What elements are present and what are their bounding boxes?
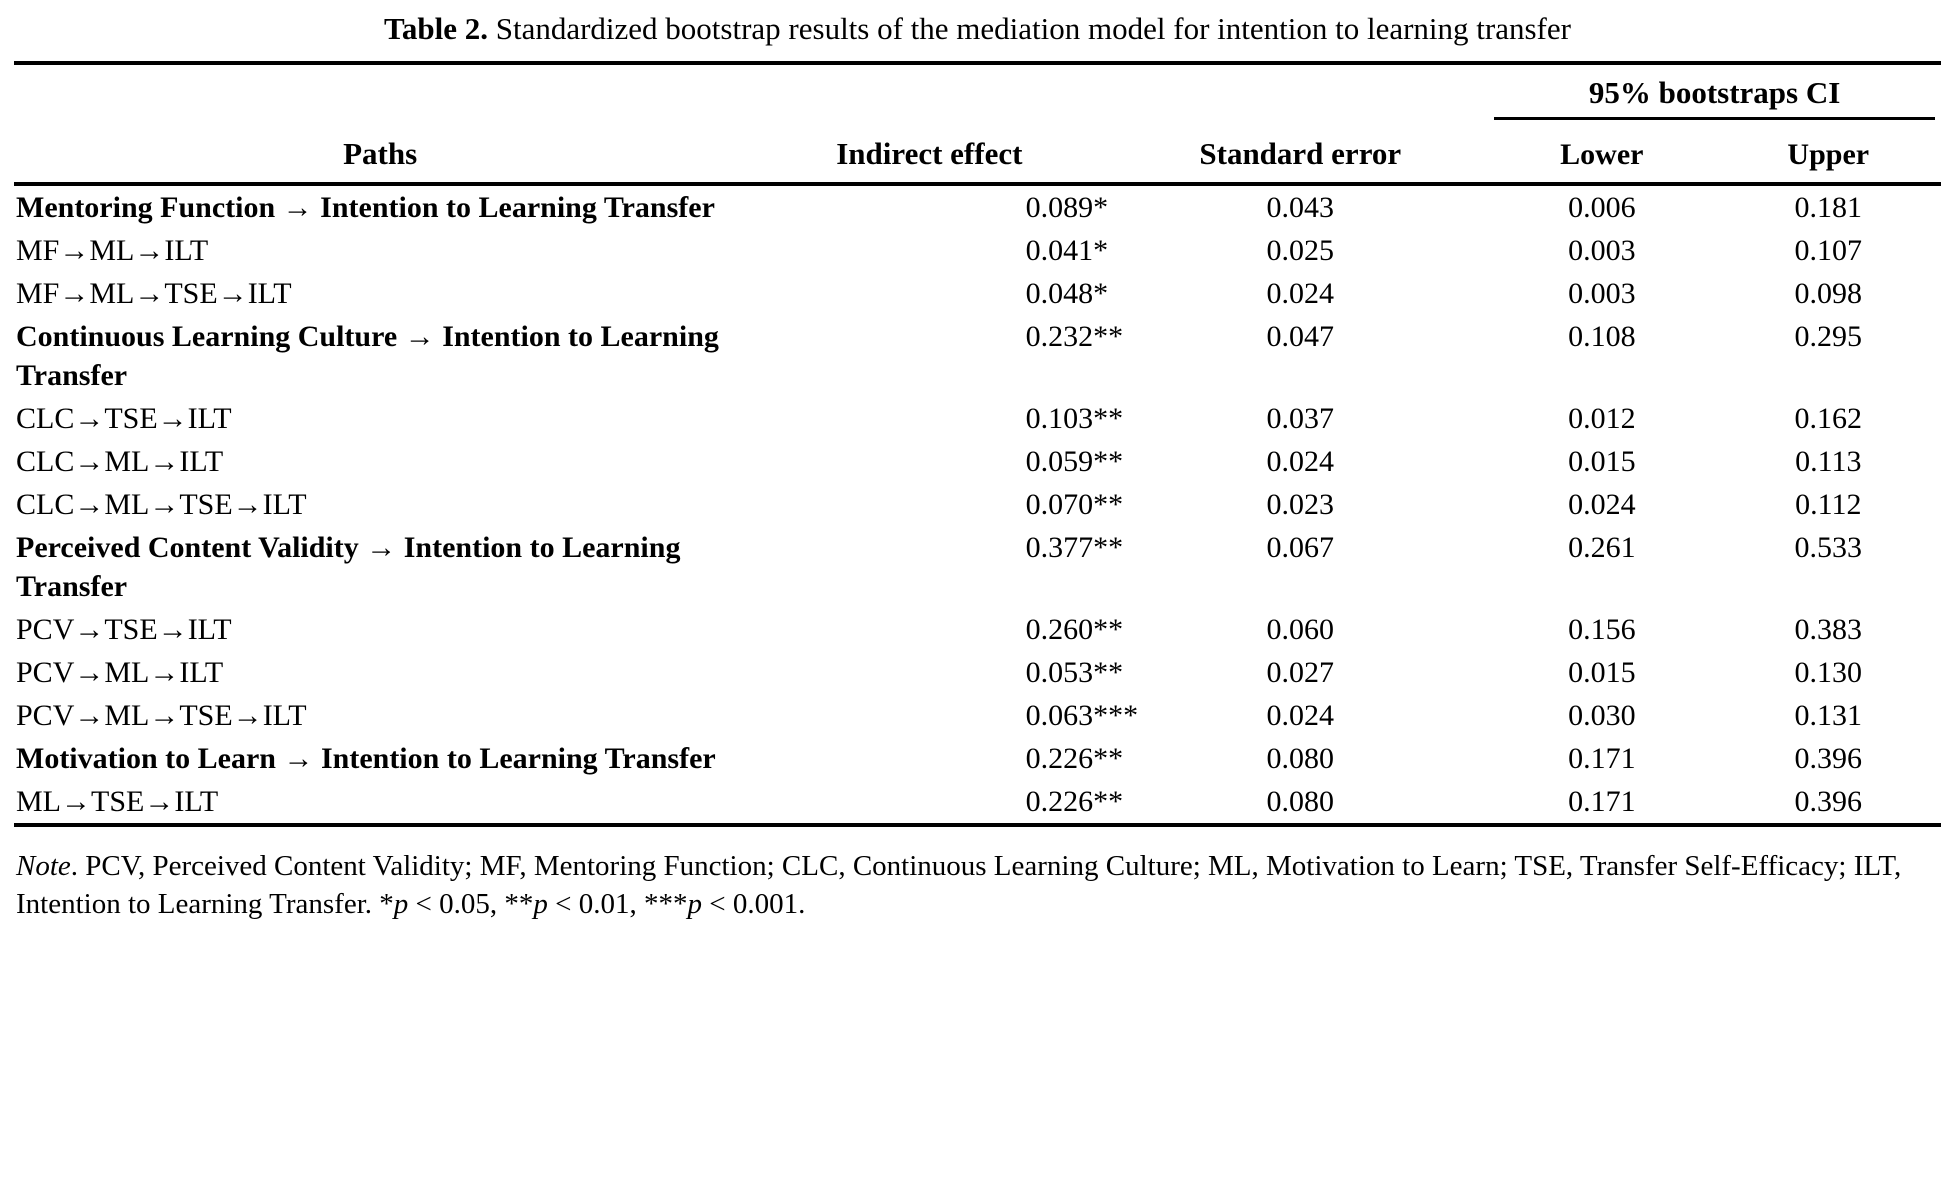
row-path: Mentoring Function → Intention to Learning Transfer: [16, 190, 715, 224]
row-indirect: 0.063***: [1025, 698, 1139, 732]
caption-text: Standardized bootstrap results of the mediation model for intention to learning transfer: [495, 11, 1571, 46]
row-upper: 0.396: [1794, 741, 1862, 775]
header-indirect-effect: Indirect effect: [836, 135, 1023, 171]
row-upper: 0.533: [1794, 530, 1862, 564]
row-upper: 0.113: [1795, 444, 1862, 478]
row-path: PCV→TSE→ILT: [16, 612, 232, 646]
row-upper: 0.112: [1795, 487, 1862, 521]
row-upper: 0.131: [1794, 698, 1862, 732]
note-body: . PCV, Perceived Content Validity; MF, Mentoring Function; CLC, Continuous Learning Culture; ML, Motivation to Learn; TSE, Transfer Self-Efficacy; ILT, Intention to Learning Transfer. *: [16, 849, 1902, 921]
table-row: [14, 229, 1941, 272]
row-path: PCV→ML→ILT: [16, 655, 224, 689]
row-upper: 0.295: [1794, 319, 1862, 353]
row-se: 0.047: [1266, 319, 1335, 353]
row-path: Motivation to Learn → Intention to Learning Transfer: [16, 741, 716, 775]
note-sig3: < 0.001.: [701, 888, 806, 921]
header-row-main: [14, 65, 1941, 130]
row-upper: 0.107: [1794, 233, 1862, 267]
table-row: [14, 483, 1941, 526]
row-indirect: 0.053**: [1025, 655, 1124, 689]
row-lower: 0.171: [1568, 784, 1636, 818]
table-row: [14, 694, 1941, 737]
row-path: MF→ML→ILT: [16, 233, 209, 267]
row-lower: 0.015: [1568, 444, 1636, 478]
row-indirect: 0.232**: [1025, 319, 1124, 353]
header-ci-group-label: 95% bootstraps CI: [1494, 75, 1935, 120]
row-se: 0.067: [1266, 530, 1335, 564]
row-lower: 0.108: [1568, 319, 1636, 353]
caption-label: Table 2.: [384, 11, 488, 46]
row-upper: 0.383: [1794, 612, 1862, 646]
table-row: [14, 737, 1941, 780]
table-row: [14, 608, 1941, 651]
row-lower: 0.003: [1568, 276, 1636, 310]
row-lower: 0.012: [1568, 401, 1636, 435]
row-indirect: 0.089*: [1025, 190, 1109, 224]
header-lower: Lower: [1560, 137, 1644, 171]
row-se: 0.037: [1266, 401, 1335, 435]
table-row: [14, 440, 1941, 483]
row-indirect: 0.260**: [1025, 612, 1124, 646]
header-ci-group: [1488, 65, 1941, 130]
rule-bottom: [14, 825, 1941, 835]
row-path: Perceived Content Validity → Intention to Learning Transfer: [16, 530, 681, 603]
row-path: CLC→TSE→ILT: [16, 401, 232, 435]
row-se: 0.027: [1266, 655, 1335, 689]
row-lower: 0.171: [1568, 741, 1636, 775]
table-caption: [14, 4, 1941, 61]
header-paths: Paths: [343, 135, 418, 171]
row-indirect: 0.103**: [1025, 401, 1124, 435]
row-lower: 0.030: [1568, 698, 1636, 732]
note-p1: p: [393, 888, 409, 921]
row-lower: 0.006: [1568, 190, 1636, 224]
row-se: 0.024: [1266, 698, 1335, 732]
table-row: [14, 526, 1941, 608]
header-standard-error: Standard error: [1199, 135, 1402, 171]
row-lower: 0.003: [1568, 233, 1636, 267]
row-path: CLC→ML→ILT: [16, 444, 224, 478]
row-se: 0.023: [1266, 487, 1335, 521]
row-lower: 0.156: [1568, 612, 1636, 646]
row-upper: 0.098: [1794, 276, 1862, 310]
table-head: [14, 63, 1941, 186]
note-p2: p: [533, 888, 548, 921]
note-sig1: < 0.05, **: [408, 888, 534, 921]
row-path: PCV→ML→TSE→ILT: [16, 698, 307, 732]
note-sig2: < 0.01, ***: [547, 888, 688, 921]
row-se: 0.024: [1266, 276, 1335, 310]
row-se: 0.080: [1266, 784, 1335, 818]
row-indirect: 0.226**: [1025, 741, 1124, 775]
row-upper: 0.396: [1794, 784, 1862, 818]
table-row: [14, 186, 1941, 229]
row-path: ML→TSE→ILT: [16, 784, 219, 818]
row-indirect: 0.226**: [1025, 784, 1124, 818]
results-table: [14, 61, 1941, 835]
table-row: [14, 315, 1941, 397]
table-row: [14, 397, 1941, 440]
row-upper: 0.162: [1794, 401, 1862, 435]
row-se: 0.024: [1266, 444, 1335, 478]
row-path: Continuous Learning Culture → Intention to Learning Transfer: [16, 319, 719, 392]
row-se: 0.043: [1266, 190, 1335, 224]
row-lower: 0.024: [1568, 487, 1636, 521]
row-indirect: 0.048*: [1025, 276, 1109, 310]
table-row: [14, 780, 1941, 825]
row-upper: 0.130: [1794, 655, 1862, 689]
row-indirect: 0.377**: [1025, 530, 1124, 564]
row-indirect: 0.041*: [1025, 233, 1109, 267]
row-se: 0.080: [1266, 741, 1335, 775]
note-label: Note: [16, 849, 71, 882]
table-row: [14, 272, 1941, 315]
header-upper: Upper: [1787, 137, 1870, 171]
row-se: 0.060: [1266, 612, 1335, 646]
row-lower: 0.015: [1568, 655, 1636, 689]
row-upper: 0.181: [1794, 190, 1862, 224]
row-se: 0.025: [1266, 233, 1335, 267]
note-p3: p: [687, 888, 702, 921]
table-row: [14, 651, 1941, 694]
row-path: MF→ML→TSE→ILT: [16, 276, 292, 310]
table-body: [14, 186, 1941, 835]
row-lower: 0.261: [1568, 530, 1636, 564]
row-path: CLC→ML→TSE→ILT: [16, 487, 307, 521]
table-note: [14, 835, 1941, 924]
row-indirect: 0.070**: [1025, 487, 1124, 521]
row-indirect: 0.059**: [1025, 444, 1124, 478]
